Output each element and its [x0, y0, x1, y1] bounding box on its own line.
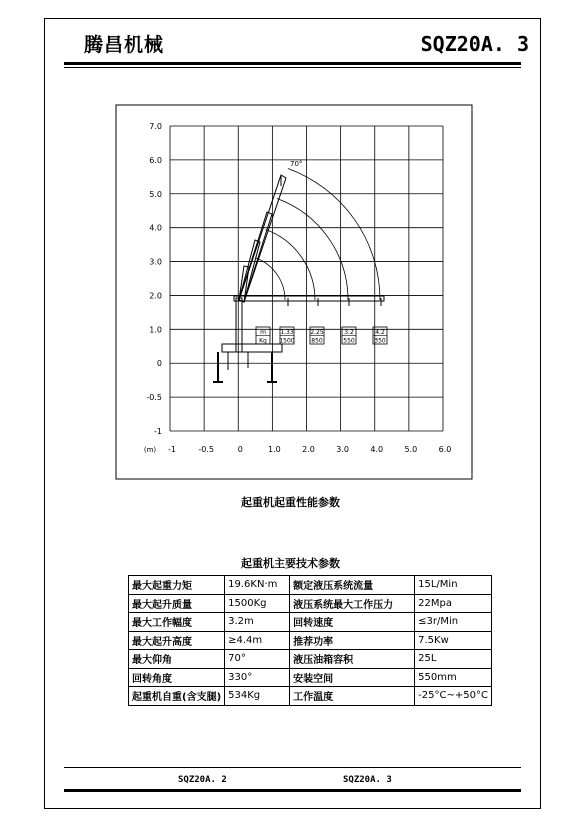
spec-row — [129, 631, 492, 650]
y-tick-label: 0 — [156, 359, 162, 369]
spec-value-cell: 3.2m — [225, 613, 290, 632]
chart-grid — [170, 126, 443, 431]
load-weight-label: 350 — [374, 337, 386, 345]
boom-position-3 — [239, 240, 260, 302]
x-tick-label: -0.5 — [198, 445, 214, 454]
spec-value-cell: 534Kg — [225, 687, 290, 706]
load-radius-label: 1.33 — [280, 329, 294, 336]
footer-rule-top — [64, 767, 521, 768]
spec-value-cell: 330° — [225, 668, 290, 687]
max-angle-label: 70° — [290, 160, 303, 168]
x-tick-label: 1.0 — [268, 445, 281, 454]
y-tick-label: -0.5 — [146, 393, 162, 403]
y-tick-label: 3.0 — [149, 257, 162, 267]
model-number: SQZ20A. 3 — [420, 32, 529, 56]
load-arc — [266, 230, 315, 300]
spec-value-cell: -25°C~+50°C — [415, 687, 492, 706]
brand-title: 腾昌机械 — [84, 34, 165, 56]
x-tick-label: 0 — [237, 445, 243, 454]
spec-value-cell: ≥4.4m — [225, 631, 290, 650]
x-tick-label: 5.0 — [404, 445, 418, 454]
x-axis-unit-label: (m) — [143, 446, 157, 454]
spec-value-cell: 25L — [415, 650, 492, 669]
spec-row — [129, 594, 492, 613]
y-tick-label: 2.0 — [149, 291, 162, 301]
x-tick-label: 6.0 — [438, 445, 452, 454]
footer-left-label: SQZ20A. 2 — [178, 775, 227, 785]
chart-caption: 起重机起重性能参数 — [241, 496, 340, 509]
load-radius-label: 4.2 — [375, 329, 385, 336]
spec-table — [128, 575, 492, 706]
spec-label-cell: 最大起升高度 — [129, 631, 225, 650]
spec-value-cell: 19.6KN·m — [225, 576, 290, 595]
spec-value-cell: 550mm — [415, 668, 492, 687]
spec-label-cell: 推荐功率 — [290, 631, 415, 650]
spec-value-cell: 22Mpa — [415, 594, 492, 613]
x-tick-label: 2.0 — [302, 445, 315, 454]
footer-right-label: SQZ20A. 3 — [343, 775, 392, 785]
spec-row — [129, 687, 492, 706]
spec-label-cell: 额定液压系统流量 — [290, 576, 415, 595]
spec-label-cell: 起重机自重(含支腿) — [129, 687, 225, 706]
spec-label-cell: 最大起升质量 — [129, 594, 225, 613]
spec-label-cell: 最大起重力矩 — [129, 576, 225, 595]
load-weight-label: 1500 — [279, 337, 295, 345]
spec-value-cell: 70° — [225, 650, 290, 669]
spec-row — [129, 650, 492, 669]
spec-row — [129, 613, 492, 632]
load-radius-label: 3.2 — [344, 329, 354, 336]
load-radius-label: 2.25 — [310, 329, 324, 336]
crane-base — [222, 344, 282, 352]
spec-label-cell: 回转速度 — [290, 613, 415, 632]
spec-label-cell: 最大工作幅度 — [129, 613, 225, 632]
load-radius-arcs — [255, 168, 380, 300]
load-weight-label: 550 — [343, 337, 355, 345]
x-tick-label: 4.0 — [370, 445, 384, 454]
spec-label-cell: 液压油箱容积 — [290, 650, 415, 669]
spec-value-cell: 7.5Kw — [415, 631, 492, 650]
spec-label-cell: 回转角度 — [129, 668, 225, 687]
y-tick-label: 7.0 — [149, 122, 162, 131]
spec-value-cell: ≤3r/Min — [415, 613, 492, 632]
load-arc — [277, 199, 348, 300]
spec-value-cell: 1500Kg — [225, 594, 290, 613]
spec-row — [129, 668, 492, 687]
spec-label-cell: 安装空间 — [290, 668, 415, 687]
spec-label-cell: 液压系统最大工作压力 — [290, 594, 415, 613]
x-tick-label: -1 — [168, 445, 176, 454]
y-tick-label: -1 — [154, 427, 162, 436]
load-radius-label: m — [260, 329, 266, 336]
footer-rule-bottom — [64, 789, 521, 792]
y-tick-label: 4.0 — [149, 223, 162, 233]
spec-value-cell: 15L/Min — [415, 576, 492, 595]
load-weight-label: 850 — [311, 337, 323, 345]
y-tick-label: 1.0 — [149, 325, 162, 335]
x-tick-label: 3.0 — [336, 445, 349, 454]
spec-title: 起重机主要技术参数 — [241, 557, 340, 570]
boom-horizontal — [234, 296, 384, 301]
spec-label-cell: 工作温度 — [290, 687, 415, 706]
spec-label-cell: 最大仰角 — [129, 650, 225, 669]
y-tick-label: 5.0 — [149, 189, 162, 199]
spec-row — [129, 576, 492, 595]
load-weight-label: Kg — [259, 337, 267, 345]
load-arc — [288, 168, 380, 300]
load-arc — [255, 258, 285, 300]
chart-tick-labels — [144, 122, 452, 454]
y-tick-label: 6.0 — [149, 155, 162, 165]
